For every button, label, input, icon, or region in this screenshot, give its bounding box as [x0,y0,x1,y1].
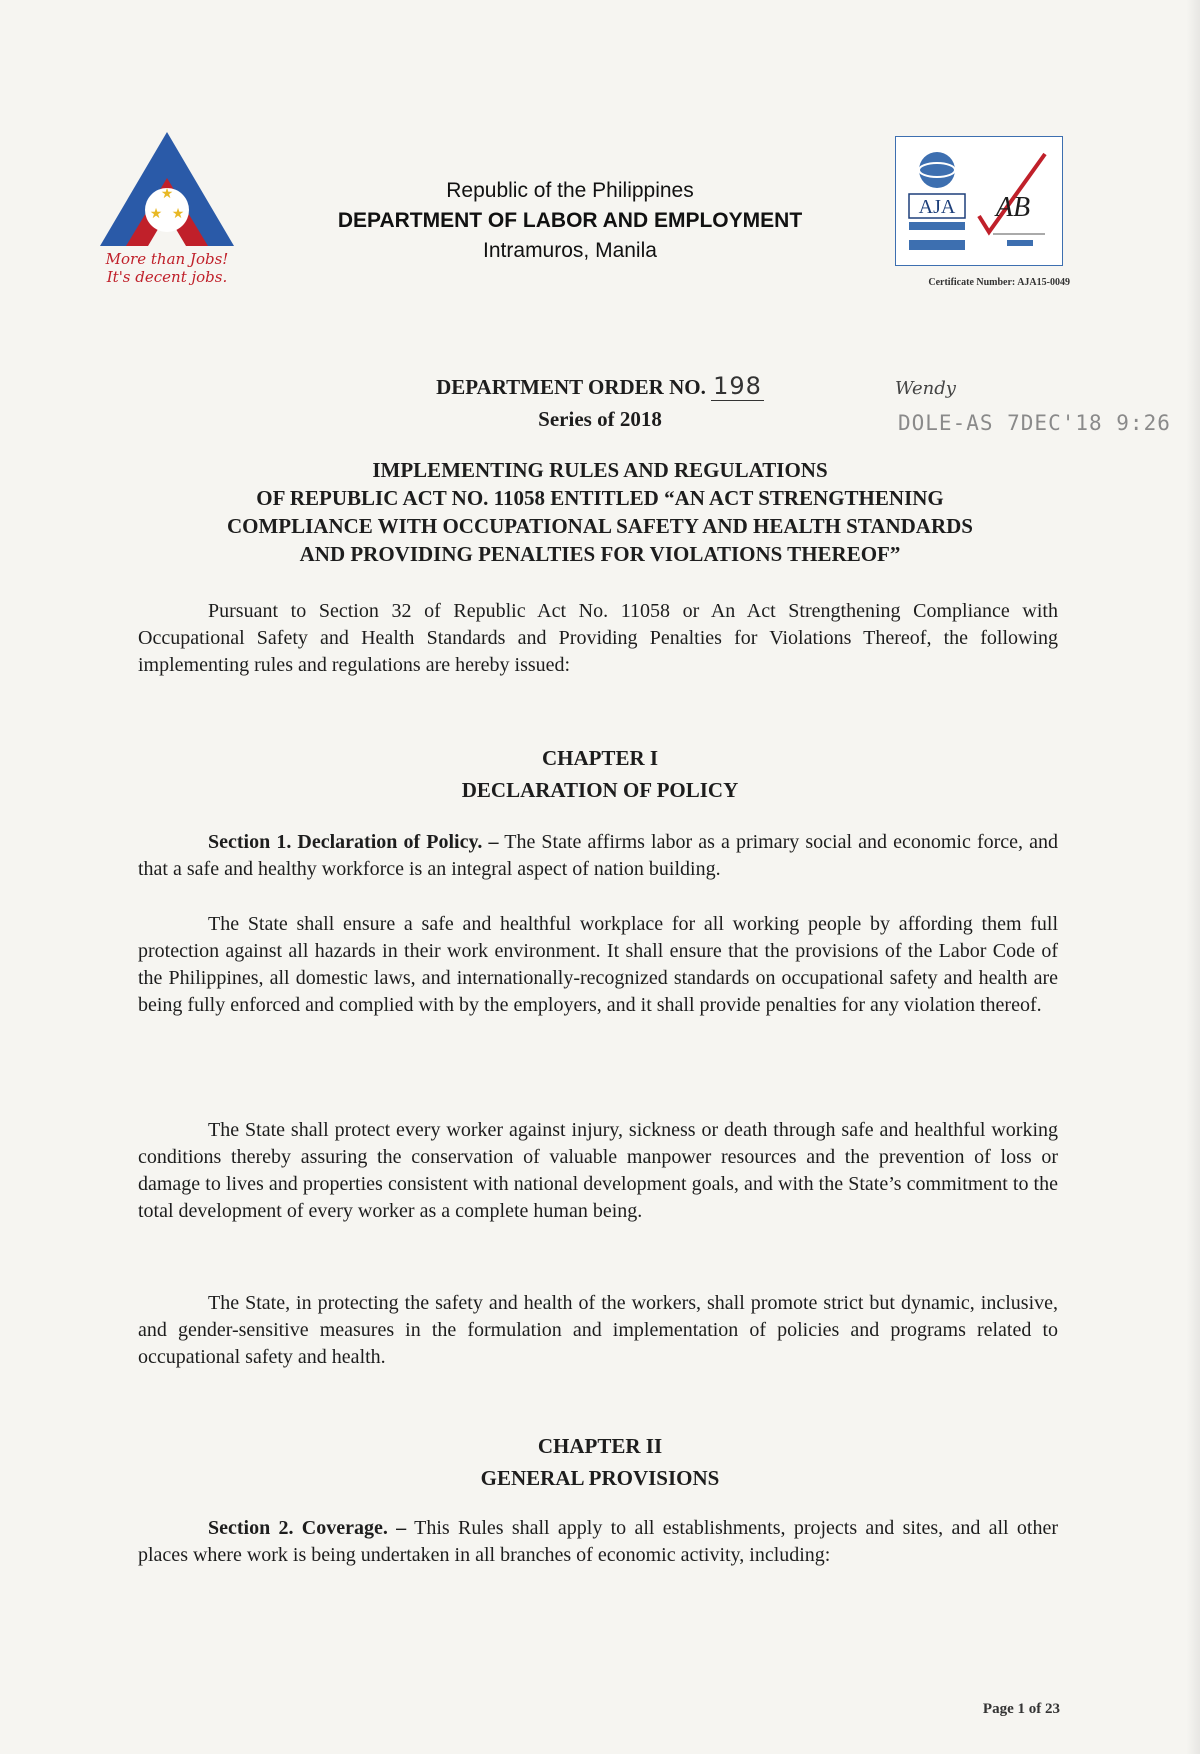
svg-text:AJA: AJA [918,196,956,218]
iso-certification-logo [895,136,1065,266]
section-1-paragraph [138,829,1058,883]
title-line: COMPLIANCE WITH OCCUPATIONAL SAFETY AND HEALTH STANDARDS [226,514,973,538]
order-label: DEPARTMENT ORDER NO. [436,375,706,399]
certificate-number: Certificate Number: AJA15-0049 [928,277,1070,288]
section-1-text: The State affirms labor as a primary social and economic force, and that a safe and healthy workforce is an integral aspect of nation building. [138,831,1059,880]
chapter-title: DECLARATION OF POLICY [461,778,739,802]
chapter-1-heading [300,742,900,806]
title-line: OF REPUBLIC ACT NO. 11058 ENTITLED “AN ACT STRENGTHENING [256,486,944,510]
chapter-number: CHAPTER I [541,746,659,770]
letterhead [0,0,1200,300]
order-series: Series of 2018 [538,407,662,431]
svg-text:AB: AB [995,192,1031,223]
logo-tagline [92,250,242,286]
department-name: DEPARTMENT OF LABOR AND EMPLOYMENT [337,209,803,232]
dole-logo [92,128,242,298]
order-number-handwritten: 198 [713,372,762,400]
letterhead-text [300,176,840,266]
order-number-line [300,370,900,403]
policy-paragraph: The State shall protect every worker against injury, sickness or death through safe and healthful working conditions thereby assuring the conservation of valuable manpower resources and the prevention of loss or damage to lives and properties consistent with national development goals, and with the State’s commitment to the total development of every worker as a complete human being. [138,1119,1058,1222]
receiving-initials: Wendy [895,378,956,399]
svg-text:★: ★ [149,206,163,222]
dole-triangle-icon [92,128,242,253]
order-heading [300,370,900,435]
section-2-heading: Section 2. Coverage. – [208,1517,407,1539]
section-2-paragraph [138,1515,1058,1569]
aja-jab-mark-icon [895,136,1061,264]
department-address: Intramuros, Manila [483,239,657,262]
section-1-heading: Section 1. Declaration of Policy. – [208,831,499,853]
title-line: IMPLEMENTING RULES AND REGULATIONS [372,458,828,482]
policy-paragraph: The State, in protecting the safety and health of the workers, shall promote strict but dynamic, inclusive, and gender-sensitive measures in the formulation and implementation of policies and programs related to occupational safety and health. [138,1292,1058,1368]
svg-text:★: ★ [171,206,185,222]
logo-tagline-line1: More than Jobs! [105,250,229,268]
chapter-2-heading [300,1430,900,1494]
document-title [130,456,1070,568]
scan-edge-shadow [1186,0,1200,1754]
logo-tagline-line2: It's decent jobs. [106,268,228,286]
policy-paragraph: The State shall ensure a safe and healthful workplace for all working people by affording them full protection against all hazards in their work environment. It shall ensure that the provisions of the Labor Code of the Philippines, all domestic laws, and internationally-recognized standards on occupational safety and health are being fully enforced and complied with by the employers, and it shall provide penalties for any violation thereof. [138,913,1058,1016]
intro-paragraph: Pursuant to Section 32 of Republic Act No. 11058 or An Act Strengthening Compliance with Occupational Safety and Health Standards and Providing Penalties for Violations Thereof, the following implementing rules and regulations are hereby issued: [138,600,1058,676]
country-name: Republic of the Philippines [446,179,694,202]
chapter-title: GENERAL PROVISIONS [480,1466,720,1490]
svg-text:★: ★ [160,186,174,202]
section-2-text: This Rules shall apply to all establishments, projects and sites, and all other places where work is being undertaken in all branches of economic activity, including: [138,1517,1058,1566]
chapter-number: CHAPTER II [537,1434,663,1458]
title-line: AND PROVIDING PENALTIES FOR VIOLATIONS THEREOF” [299,542,901,566]
receiving-stamp: DOLE-AS 7DEC'18 9:26 [898,411,1171,435]
page-number: Page 1 of 23 [982,1701,1060,1717]
